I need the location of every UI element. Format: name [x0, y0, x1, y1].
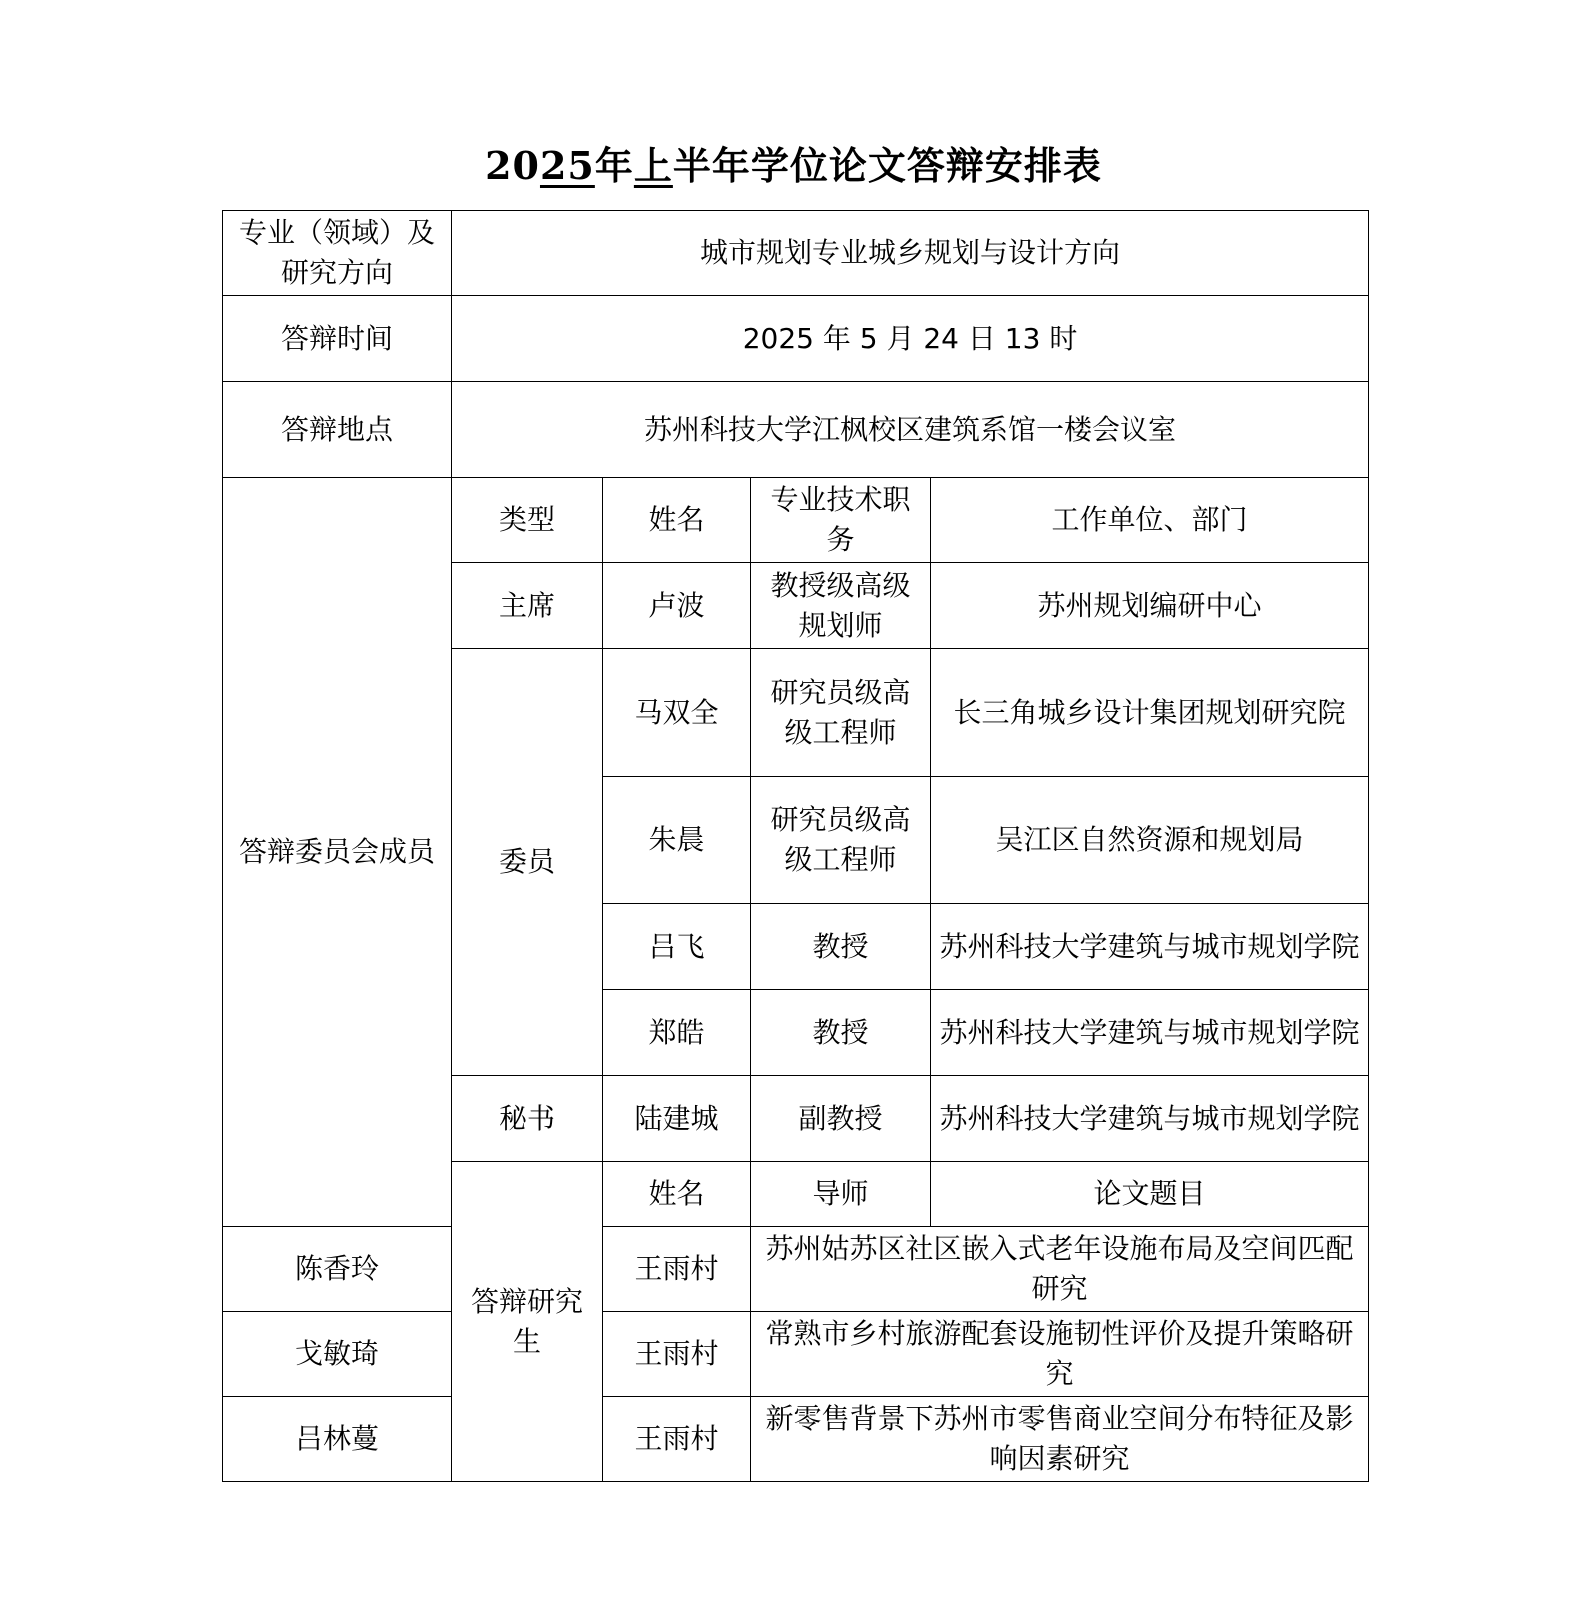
member-name: 吕飞: [603, 904, 751, 990]
member-title: 教授: [751, 904, 931, 990]
major-row: [223, 211, 1369, 296]
committee-header-row: [223, 478, 1369, 563]
header-org: 工作单位、部门: [931, 478, 1369, 563]
header-name: 姓名: [603, 478, 751, 563]
secretary-org: 苏州科技大学建筑与城市规划学院: [931, 1076, 1369, 1162]
secretary-title: 副教授: [751, 1076, 931, 1162]
student-thesis: 常熟市乡村旅游配套设施韧性评价及提升策略研究: [751, 1312, 1369, 1397]
student-row: [223, 1312, 1369, 1397]
member-org: 吴江区自然资源和规划局: [931, 777, 1369, 904]
major-label: 专业（领域）及研究方向: [223, 211, 452, 296]
place-label: 答辩地点: [223, 382, 452, 478]
time-row: [223, 296, 1369, 382]
title-part-5: 半年学位论文答辩安排表: [672, 143, 1102, 188]
member-org: 长三角城乡设计集团规划研究院: [931, 649, 1369, 777]
student-advisor: 王雨村: [603, 1397, 751, 1482]
student-header-advisor: 导师: [751, 1162, 931, 1227]
student-row: [223, 1397, 1369, 1482]
title-part-1: 20: [485, 143, 540, 188]
title-part-3: 年: [594, 143, 634, 188]
place-value: 苏州科技大学江枫校区建筑系馆一楼会议室: [452, 382, 1369, 478]
time-label: 答辩时间: [223, 296, 452, 382]
member-name: 马双全: [603, 649, 751, 777]
place-row: [223, 382, 1369, 478]
student-name: 吕林蔓: [223, 1397, 452, 1482]
title-part-2: 25: [539, 143, 595, 188]
member-name: 朱晨: [603, 777, 751, 904]
time-value: 2025 年 5 月 24 日 13 时: [452, 296, 1369, 382]
secretary-type: 秘书: [452, 1076, 603, 1162]
student-thesis: 新零售背景下苏州市零售商业空间分布特征及影响因素研究: [751, 1397, 1369, 1482]
member-title: 教授: [751, 990, 931, 1076]
member-org: 苏州科技大学建筑与城市规划学院: [931, 990, 1369, 1076]
title-part-4: 上: [633, 143, 673, 188]
student-name: 戈敏琦: [223, 1312, 452, 1397]
member-type: 委员: [452, 649, 603, 1076]
secretary-name: 陆建城: [603, 1076, 751, 1162]
page-title: [0, 138, 1587, 194]
chair-org: 苏州规划编研中心: [931, 563, 1369, 649]
member-name: 郑皓: [603, 990, 751, 1076]
member-title: 研究员级高级工程师: [751, 777, 931, 904]
students-label: 答辩研究生: [452, 1162, 603, 1482]
student-header-name: 姓名: [603, 1162, 751, 1227]
student-header-thesis: 论文题目: [931, 1162, 1369, 1227]
student-advisor: 王雨村: [603, 1312, 751, 1397]
member-org: 苏州科技大学建筑与城市规划学院: [931, 904, 1369, 990]
student-advisor: 王雨村: [603, 1227, 751, 1312]
schedule-table: [222, 210, 1369, 1482]
committee-label: 答辩委员会成员: [223, 478, 452, 1227]
student-row: [223, 1227, 1369, 1312]
chair-type: 主席: [452, 563, 603, 649]
student-thesis: 苏州姑苏区社区嵌入式老年设施布局及空间匹配研究: [751, 1227, 1369, 1312]
header-type: 类型: [452, 478, 603, 563]
header-title: 专业技术职务: [751, 478, 931, 563]
member-title: 研究员级高级工程师: [751, 649, 931, 777]
chair-name: 卢波: [603, 563, 751, 649]
major-value: 城市规划专业城乡规划与设计方向: [452, 211, 1369, 296]
chair-title: 教授级高级规划师: [751, 563, 931, 649]
student-name: 陈香玲: [223, 1227, 452, 1312]
